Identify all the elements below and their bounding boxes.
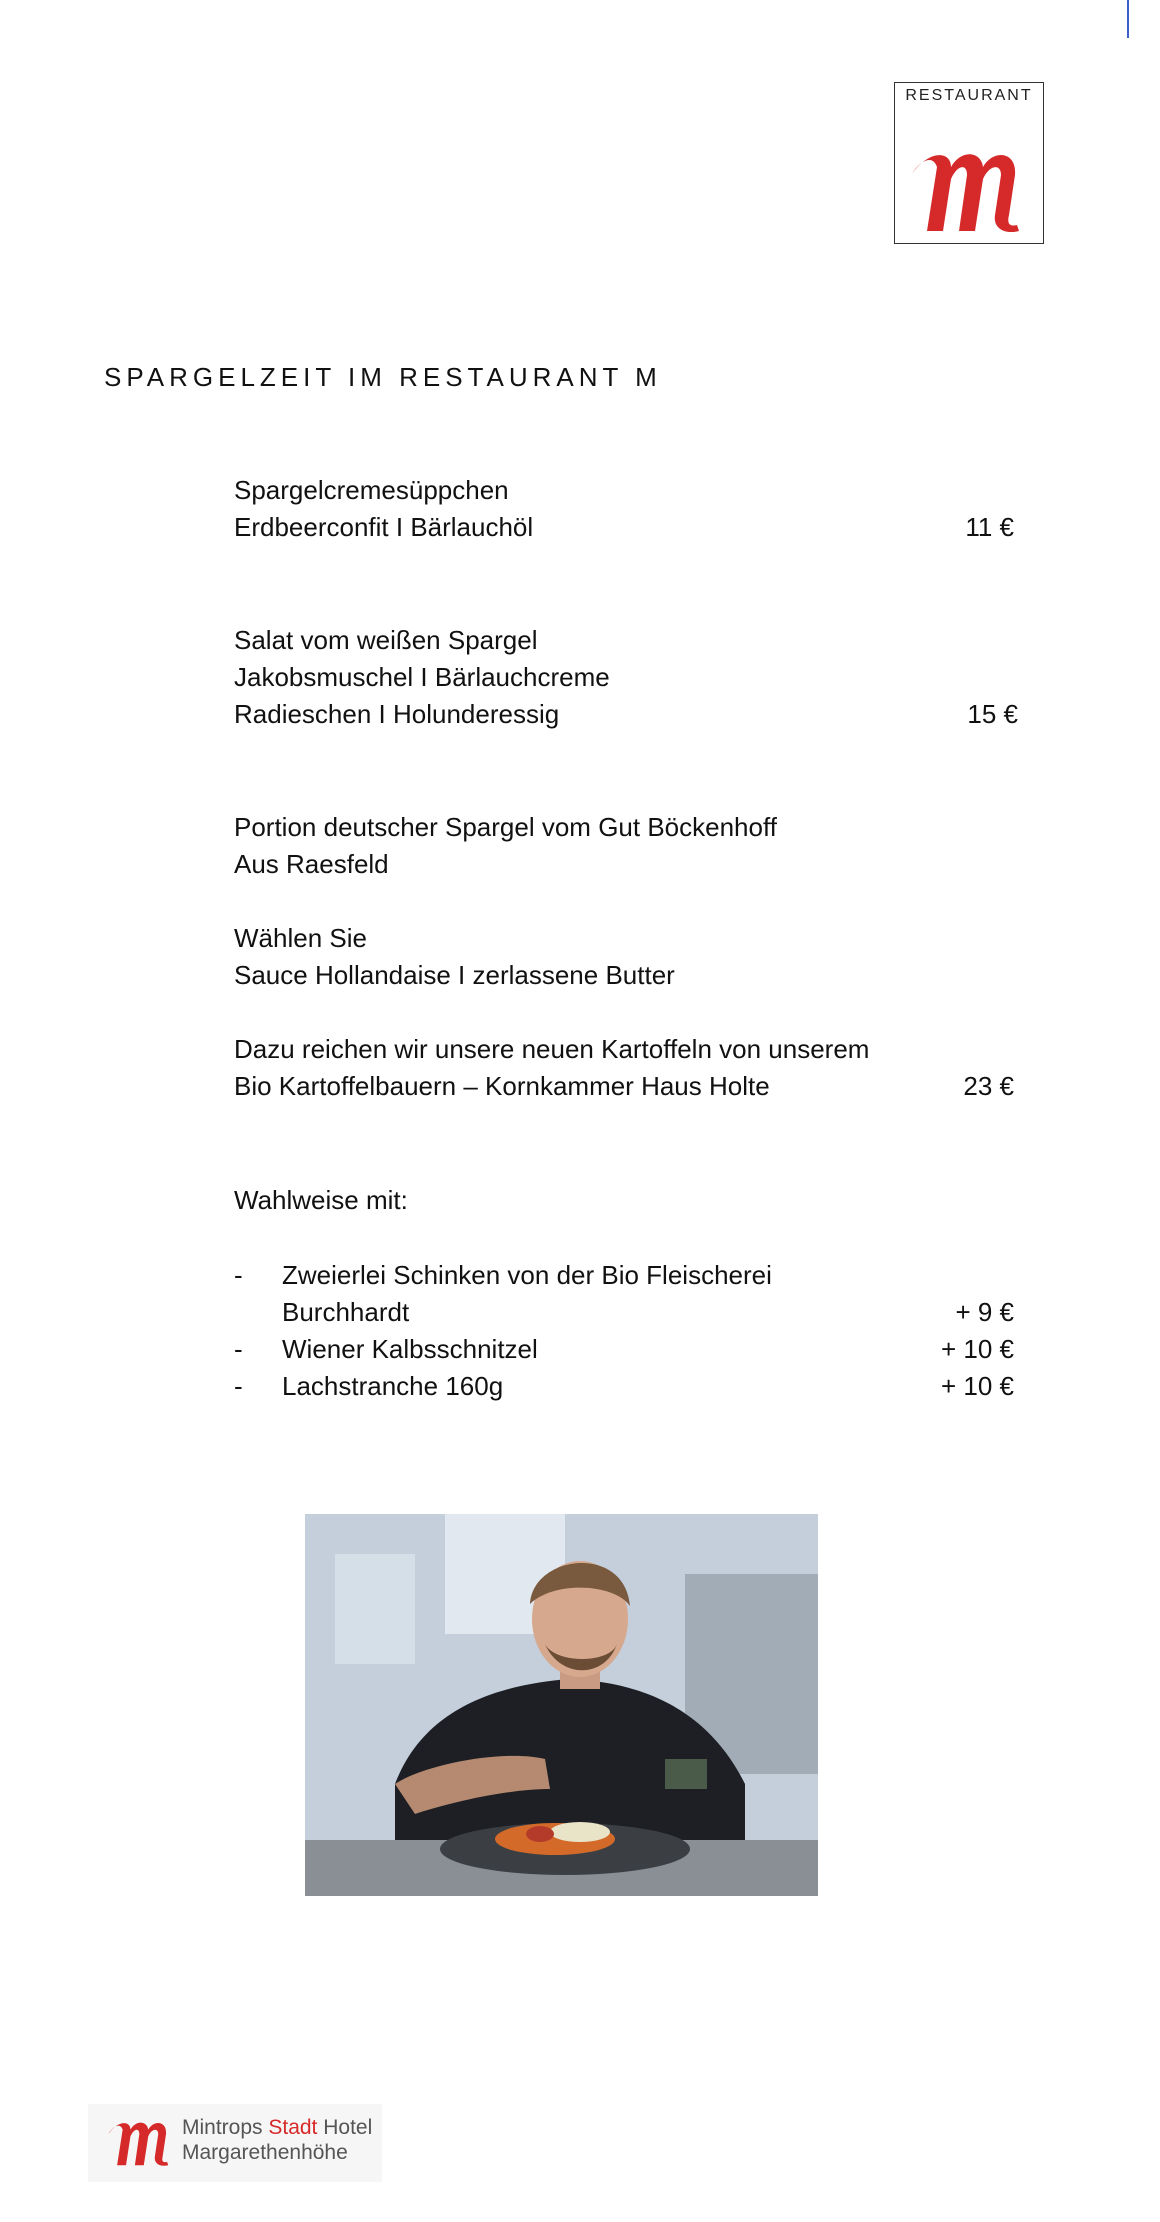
page-edge-mark [1127,0,1129,38]
dish-line: Spargelcremesüppchen [234,475,509,505]
option-price: + 10 € [940,1371,1014,1401]
option-text: Zweierlei Schinken von der Bio Fleischerei [282,1260,772,1290]
restaurant-m-logo-icon [907,145,1033,237]
dish-price: 15 € [967,699,1018,729]
option-ham [234,1257,1014,1294]
dish-line-spacer [234,994,1014,1031]
hotel-m-logo-icon [106,2116,176,2170]
dish-line: Jakobsmuschel I Bärlauchcreme [234,662,610,692]
dish-line-spacer [234,883,1014,920]
dish-soup [234,472,1014,546]
dish-line: Wählen Sie [234,923,367,953]
options-heading: Wahlweise mit: [234,1185,408,1215]
hotel-name-part1: Mintrops [182,2116,269,2139]
option-dash: - [234,1334,243,1364]
dish-price: 23 € [963,1071,1014,1101]
menu-title: SPARGELZEIT IM RESTAURANT M [104,362,662,392]
dish-price: 11 € [965,512,1014,542]
hotel-name-line2: Margarethenhöhe [182,2141,348,2164]
option-price: + 9 € [955,1297,1014,1327]
dish-line: Dazu reichen wir unsere neuen Kartoffeln von unserem [234,1034,870,1064]
options-heading-row [234,1182,1014,1219]
option-dash: - [234,1371,243,1401]
option-text: Wiener Kalbsschnitzel [282,1334,538,1364]
chef-plating-photo [305,1514,818,1896]
option-text: Burchhardt [282,1297,410,1327]
dish-line: Radieschen I Holunderessig [234,699,560,729]
hotel-name-line1 [182,2116,372,2140]
dish-asparagus-portion [234,809,1014,1105]
restaurant-logo [894,82,1044,244]
dish-line: Aus Raesfeld [234,849,389,879]
chef-illustration [305,1514,818,1896]
dish-line: Salat vom weißen Spargel [234,625,538,655]
dish-line: Sauce Hollandaise I zerlassene Butter [234,960,675,990]
option-text: Lachstranche 160g [282,1371,504,1401]
hotel-name-accent: Stadt [268,2116,318,2139]
hotel-name-part2: Hotel [317,2116,373,2139]
option-schnitzel [234,1331,1014,1368]
option-price: + 10 € [940,1334,1014,1364]
dish-line: Erdbeerconfit I Bärlauchöl [234,512,534,542]
option-salmon [234,1368,1014,1405]
hotel-logo [88,2104,382,2182]
dish-salad [234,622,1018,733]
option-dash: - [234,1260,243,1290]
restaurant-logo-word: RESTAURANT [905,87,1033,104]
dish-line: Portion deutscher Spargel vom Gut Böckenhoff [234,812,777,842]
dish-line: Bio Kartoffelbauern – Kornkammer Haus Holte [234,1071,770,1101]
option-ham-cont [234,1294,1014,1331]
